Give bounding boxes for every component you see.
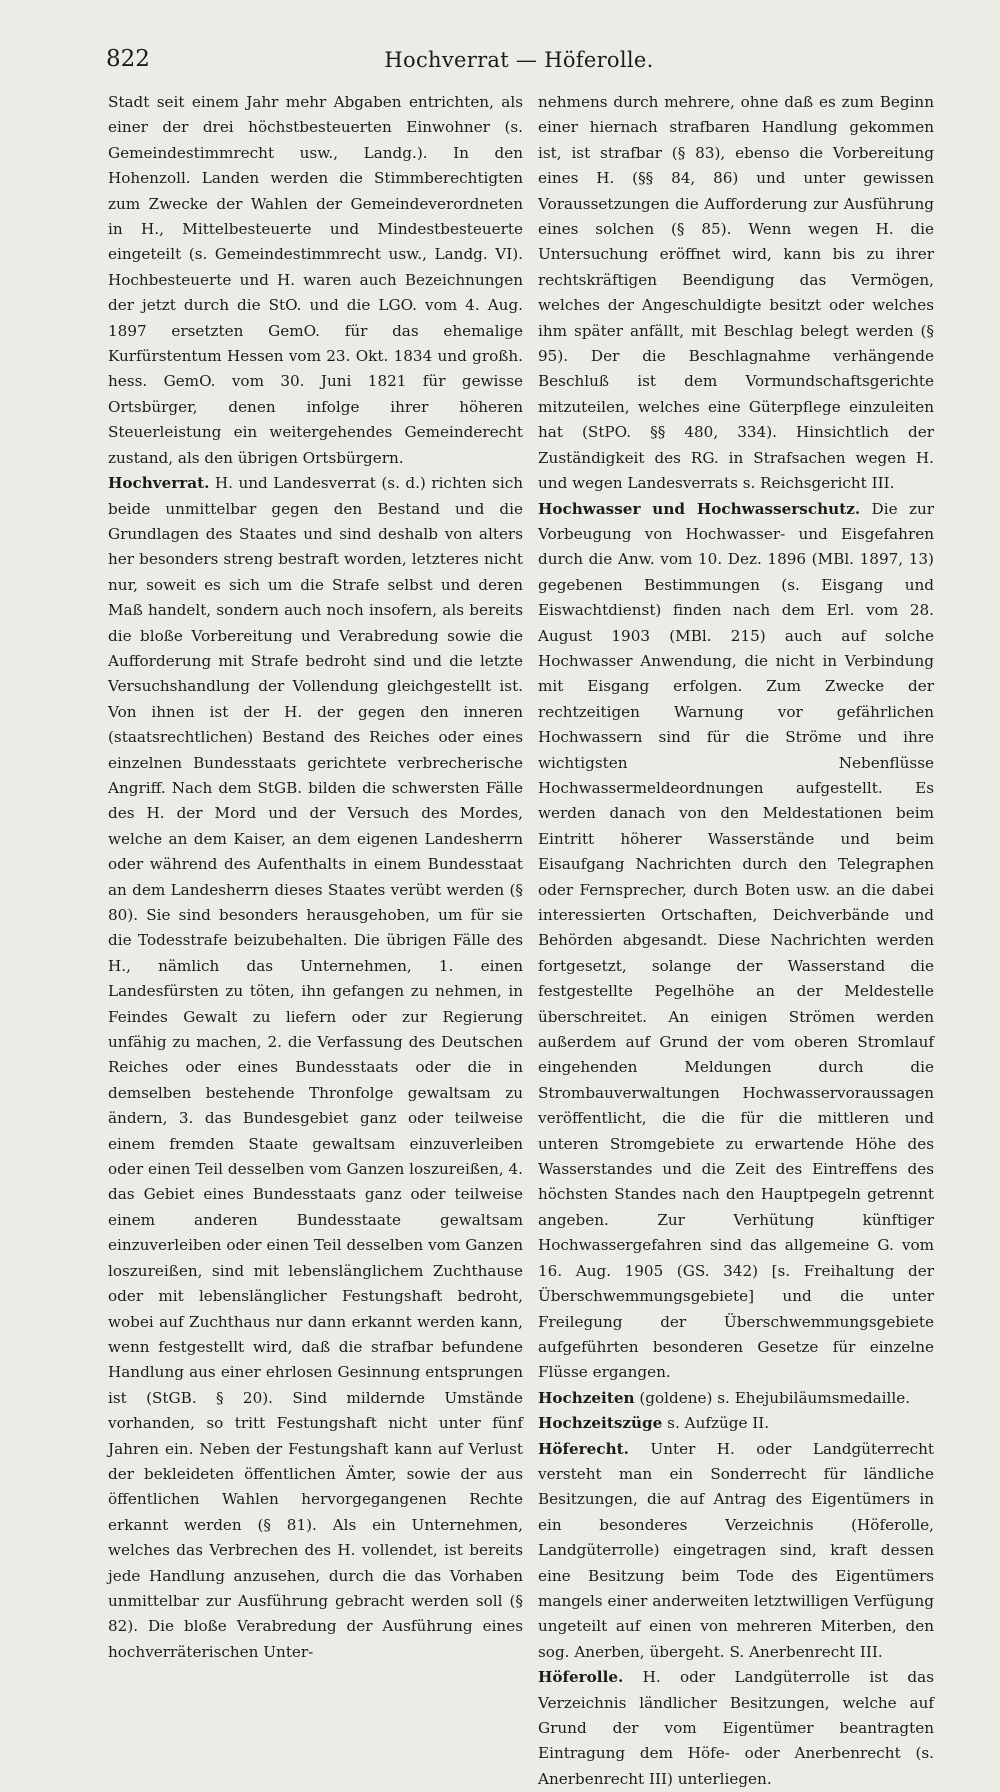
- paragraph-hochverrat-continued: nehmens durch mehrere, ohne daß es zum Beginn einer hiernach strafbaren Handlung gekommen ist, ist strafbar (§ 83), ebenso die Vorbereitung eines H. (§§ 84, 86) und unter gewissen Voraussetzungen die Aufforderung zur Ausführung eines solchen (§ 85). Wenn wegen H. die Untersuchung eröffnet wird, kann bis zu ihrer rechtskräftigen Beendigung das Vermögen, welches der Angeschuldigte besitzt oder welches ihm später anfällt, mit Beschlag belegt werden (§ 95). Der die Beschlagnahme verhängende Beschluß ist dem Vormundschaftsgerichte mitzuteilen, welches eine Güterpflege einzuleiten hat (StPO. §§ 480, 334). Hinsichtlich der Zuständigkeit des RG. in Strafsachen wegen H. und wegen Landesverrats s. Reichsgericht III.: [538, 93, 934, 493]
- entry-text-hochzeitszuege: s. Aufzüge II.: [667, 1414, 770, 1433]
- entry-text-hoeferolle: H. oder Landgüterrolle ist das Verzeichnis ländlicher Besitzungen, welche auf Grund der vom Eigentümer beantragten Eintragung dem Höfe- oder Anerbenrecht (s. Anerbenrecht III) unterliegen.: [538, 1668, 935, 1788]
- headword-hochverrat: Hochverrat.: [108, 474, 210, 493]
- left-column: [108, 90, 524, 1661]
- entry-hochwasser: [538, 497, 934, 1386]
- paragraph-stimmrecht: Stadt seit einem Jahr mehr Abgaben entrichten, als einer der drei höchstbesteuerten Einwohner (s. Gemeindestimmrecht usw., Landg.). In den Hohenzoll. Landen werden die Stimmberechtigten zum Zwecke der Wahlen der Gemeindeverordneten in H., Mittelbesteuerte und Mindestbesteuerte eingeteilt (s. Gemeindestimmrecht usw., Landg. VI). Hochbesteuerte und H. waren auch Bezeichnungen der jetzt durch die StO. und die LGO. vom 4. Aug. 1897 ersetzten GemO. für das ehemalige Kurfürstentum Hessen vom 23. Okt. 1834 und großh. hess. GemO. vom 30. Juni 1821 für gewisse Ortsbürger, denen infolge ihrer höheren Steuerleistung ein weitergehendes Gemeinderecht zustand, als den übrigen Ortsbürgern.: [108, 93, 523, 467]
- headword-hochzeitszuege: Hochzeitszüge: [538, 1414, 663, 1433]
- entry-hochzeiten: [538, 1386, 934, 1411]
- running-title: Hochverrat — Höferolle.: [384, 48, 654, 72]
- headword-hoeferolle: Höferolle.: [538, 1668, 624, 1687]
- entry-text-hochwasser: Die zur Vorbeugung von Hochwasser- und Eisgefahren durch die Anw. vom 10. Dez. 1896 (MBl. 1897, 13) gegebenen Bestimmungen (s. Eisgang und Eiswachtdienst) finden nach dem Erl. vom 28. August 1903 (MBl. 215) auch auf solche Hochwasser Anwendung, die nicht in Verbindung mit Eisgang erfolgen. Zum Zwecke der rechtzeitigen Warnung vor gefährlichen Hochwassern sind für die Ströme und ihre wichtigsten Nebenflüsse Hochwassermeldeordnungen aufgestellt. Es werden danach von den Meldestationen beim Eintritt höherer Wasserstände und beim Eisaufgang Nachrichten durch den Telegraphen oder Fernsprecher, durch Boten usw. an die dabei interessierten Ortschaften, Deichverbände und Behörden abgesandt. Diese Nachrichten werden fortgesetzt, solange der Wasserstand die festgestellte Pegelhöhe an der Meldestelle überschreitet. An einigen Strömen werden außerdem auf Grund der vom oberen Stromlauf eingehenden Meldungen durch die Strombauverwaltungen Hochwasservoraussagen veröffentlicht, die die für die mittleren und unteren Stromgebiete zu erwartende Höhe des Wasserstandes und die Zeit des Eintreffens des höchsten Standes nach den Hauptpegeln getrennt angeben. Zur Verhütung künftiger Hochwassergefahren sind das allgemeine G. vom 16. Aug. 1905 (GS. 342) [s. Freihaltung der Überschwemmungsgebiete] und die unter Freilegung der Überschwemmungsgebiete aufgeführten besonderen Gesetze für einzelne Flüsse ergangen.: [538, 499, 934, 1382]
- entry-hoeferolle: [538, 1665, 934, 1792]
- entry-text-hoeferecht: Unter H. oder Landgüterrecht versteht man ein Sonderrecht für ländliche Besitzungen, die auf Antrag des Eigentümers in ein besonderes Verzeichnis (Höferolle, Landgüterrolle) eingetragen sind, kraft dessen eine Besitzung beim Tode des Eigentümers mangels einer anderweiten letztwilligen Verfügung ungeteilt auf einen von mehreren Miterben, den sog. Anerben, übergeht. S. Anerbenrecht III.: [538, 1439, 934, 1661]
- entry-hoeferecht: [538, 1437, 934, 1666]
- entry-text-hochverrat: H. und Landesverrat (s. d.) richten sich beide unmittelbar gegen den Bestand und die Grundlagen des Staates und sind deshalb von alters her besonders streng bestraft worden, letzteres nicht nur, soweit es sich um die Strafe selbst und deren Maß handelt, sondern auch noch insofern, als bereits die bloße Vorbereitung und Verabredung sowie die Aufforderung mit Strafe bedroht sind und die letzte Versuchshandlung der Vollendung gleichgestellt ist. Von ihnen ist der H. der gegen den inneren (staatsrechtlichen) Bestand des Reiches oder eines einzelnen Bundesstaats gerichtete verbrecherische Angriff. Nach dem StGB. bilden die schwersten Fälle des H. der Mord und der Versuch des Mordes, welche an dem Kaiser, an dem eigenen Landesherrn oder während des Aufenthalts in einem Bundesstaat an dem Landesherrn dieses Staates verübt werden (§ 80). Sie sind besonders herausgehoben, um für sie die Todesstrafe beizubehalten. Die übrigen Fälle des H., nämlich das Unternehmen, 1. einen Landesfürsten zu töten, ihn gefangen zu nehmen, in Feindes Gewalt zu liefern oder zur Regierung unfähig zu machen, 2. die Verfassung des Deutschen Reiches oder eines Bundesstaats oder die in demselben bestehende Thronfolge gewaltsam zu ändern, 3. das Bundesgebiet ganz oder teilweise einem fremden Staate gewaltsam einzuverleiben oder einen Teil desselben vom Ganzen loszureißen, 4. das Gebiet eines Bundesstaats ganz oder teilweise einem anderen Bundesstaate gewaltsam einzuverleiben oder einen Teil desselben vom Ganzen loszureißen, sind mit lebenslänglichem Zuchthause oder mit lebenslänglicher Festungshaft bedroht, wobei auf Zuchthaus nur dann erkannt werden kann, wenn festgestellt wird, daß die strafbar befundene Handlung aus einer ehrlosen Gesinnung entsprungen ist (StGB. § 20). Sind mildernde Umstände vorhanden, so tritt Festungshaft nicht unter fünf Jahren ein. Neben der Festungshaft kann auf Verlust der bekleideten öffentlichen Ämter, sowie der aus öffentlichen Wahlen hervorgegangenen Rechte erkannt werden (§ 81). Als ein Unternehmen, welches das Verbrechen des H. vollendet, ist bereits jede Handlung anzusehen, durch die das Vorhaben unmittelbar zur Ausführung gebracht werden soll (§ 82). Die bloße Verabredung der Ausführung eines hochverräterischen Unter-: [108, 474, 524, 1661]
- right-column: [538, 90, 935, 1788]
- entry-hochverrat: [108, 471, 523, 1665]
- headword-hochwasser: Hochwasser und Hochwasserschutz.: [538, 499, 861, 518]
- entry-text-hochzeiten: (goldene) s. Ehejubiläumsmedaille.: [639, 1388, 911, 1407]
- page-number: 822: [106, 46, 150, 72]
- headword-hochzeiten: Hochzeiten: [538, 1388, 635, 1407]
- page-header: [106, 46, 932, 80]
- headword-hoeferecht: Höferecht.: [538, 1439, 629, 1458]
- entry-hochzeitszuege: [538, 1411, 934, 1436]
